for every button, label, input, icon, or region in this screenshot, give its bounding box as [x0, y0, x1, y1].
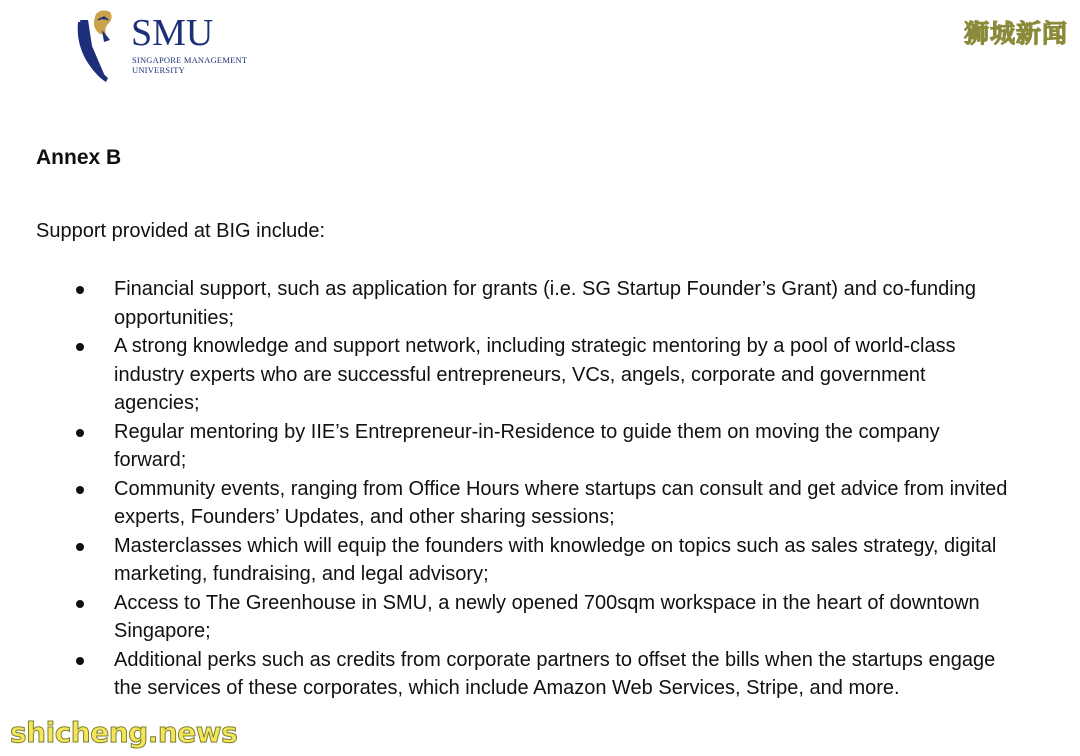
support-list	[74, 275, 1014, 703]
bullet-icon	[76, 286, 84, 294]
list-item	[74, 332, 1014, 418]
logo-subtitle	[132, 55, 292, 75]
annex-heading: Annex B	[36, 146, 122, 169]
bullet-icon	[76, 657, 84, 665]
smu-logo	[74, 6, 274, 86]
list-item	[74, 475, 1014, 532]
list-item-text: Community events, ranging from Office Hours where startups can consult and get advice from invited experts, Founders’ Updates, and other sharing sessions;	[114, 477, 1008, 528]
list-item	[74, 532, 1014, 589]
logo-name: SMU	[131, 12, 214, 54]
lion-crest-icon	[74, 6, 134, 84]
bullet-icon	[76, 343, 84, 351]
list-item	[74, 646, 1014, 703]
bullet-icon	[76, 543, 84, 551]
list-item-text: Additional perks such as credits from corporate partners to offset the bills when the startups engage the services of these corporates, which include Amazon Web Services, Stripe, and more.	[114, 648, 996, 699]
list-item-text: Regular mentoring by IIE’s Entrepreneur-in-Residence to guide them on moving the company forward;	[114, 420, 940, 471]
list-item-text: Financial support, such as application for grants (i.e. SG Startup Founder’s Grant) and co-funding opportunities;	[114, 278, 976, 329]
list-item-text: Access to The Greenhouse in SMU, a newly opened 700sqm workspace in the heart of downtown Singapore;	[114, 591, 980, 642]
list-item	[74, 275, 1014, 332]
watermark-bottom: shicheng.news	[10, 716, 238, 749]
logo-subtitle-line1: SINGAPORE MANAGEMENT	[132, 55, 248, 65]
bullet-icon	[76, 429, 84, 437]
list-item-text: Masterclasses which will equip the founders with knowledge on topics such as sales strategy, digital marketing, fundraising, and legal advisory;	[114, 534, 997, 585]
list-item	[74, 589, 1014, 646]
bullet-icon	[76, 600, 84, 608]
list-item-text: A strong knowledge and support network, including strategic mentoring by a pool of world-class industry experts who are successful entrepreneurs, VCs, angels, corporate and government agencies;	[114, 335, 956, 414]
bullet-icon	[76, 486, 84, 494]
watermark-top: 狮城新闻	[963, 19, 1068, 48]
logo-subtitle-line2: UNIVERSITY	[132, 65, 185, 75]
list-item	[74, 418, 1014, 475]
intro-text: Support provided at BIG include:	[36, 220, 326, 242]
